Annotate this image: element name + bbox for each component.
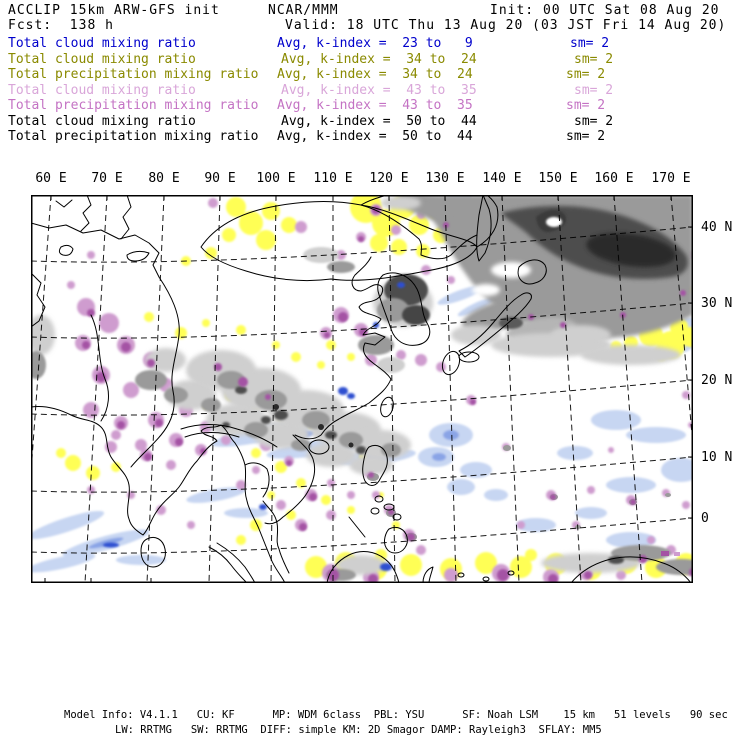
lon-tick-label: 160 E: [594, 171, 634, 186]
lon-tick-label: 90 E: [204, 171, 236, 186]
legend-row-label: Total cloud mixing ratio: [8, 114, 196, 129]
lon-tick-label: 100 E: [256, 171, 296, 186]
legend-row-stat: Avg, k-index = 43 to 35: [281, 83, 477, 98]
legend-row-sm: sm= 2: [570, 36, 610, 51]
lon-tick-label: 130 E: [425, 171, 465, 186]
valid-time-label: Valid: 18 UTC Thu 13 Aug 20 (03 JST Fri 14 Aug 20): [285, 18, 727, 33]
legend-row-sm: sm= 2: [566, 67, 606, 82]
legend-row-sm: sm= 2: [574, 83, 614, 98]
legend-row-label: Total cloud mixing ratio: [8, 36, 196, 51]
lon-tick-label: 150 E: [538, 171, 578, 186]
legend-row-sm: sm= 2: [574, 52, 614, 67]
lon-tick-label: 60 E: [35, 171, 67, 186]
lat-tick-label: 40 N: [701, 220, 733, 235]
lon-tick-label: 140 E: [482, 171, 522, 186]
legend-row-stat: Avg, k-index = 23 to 9: [277, 36, 473, 51]
lon-tick-label: 170 E: [651, 171, 691, 186]
org-label: NCAR/MMM: [268, 3, 339, 18]
lon-tick-label: 70 E: [91, 171, 123, 186]
legend-row-stat: Avg, k-index = 34 to 24: [277, 67, 473, 82]
legend-row-label: Total precipitation mixing ratio: [8, 129, 259, 144]
model-info-line2: LW: RRTMG SW: RRTMG DIFF: simple KM: 2D Smagor DAMP: Rayleigh3 SFLAY: MM5: [115, 724, 602, 736]
model-info-line1: Model Info: V4.1.1 CU: KF MP: WDM 6class PBL: YSU SF: Noah LSM 15 km 51 levels 90 sec: [64, 709, 728, 721]
legend-row-stat: Avg, k-index = 43 to 35: [277, 98, 473, 113]
lon-tick-label: 120 E: [369, 171, 409, 186]
lat-tick-label: 20 N: [701, 373, 733, 388]
page-title: ACCLIP 15km ARW-GFS init: [8, 3, 220, 18]
legend-row-label: Total cloud mixing ratio: [8, 83, 196, 98]
lat-tick-label: 10 N: [701, 450, 733, 465]
lon-tick-label: 80 E: [148, 171, 180, 186]
legend-row-label: Total precipitation mixing ratio: [8, 67, 259, 82]
forecast-hour-label: Fcst: 138 h: [8, 18, 114, 33]
init-time-label: Init: 00 UTC Sat 08 Aug 20: [490, 3, 720, 18]
lat-tick-label: 0: [701, 511, 709, 526]
legend-row-label: Total cloud mixing ratio: [8, 52, 196, 67]
legend-row-label: Total precipitation mixing ratio: [8, 98, 259, 113]
weather-map: [31, 195, 693, 583]
legend-row-sm: sm= 2: [566, 129, 606, 144]
legend-row-stat: Avg, k-index = 34 to 24: [281, 52, 477, 67]
lat-tick-label: 30 N: [701, 296, 733, 311]
legend-row-sm: sm= 2: [574, 114, 614, 129]
legend-row-stat: Avg, k-index = 50 to 44: [281, 114, 477, 129]
legend-row-sm: sm= 2: [566, 98, 606, 113]
lon-tick-label: 110 E: [313, 171, 353, 186]
legend-row-stat: Avg, k-index = 50 to 44: [277, 129, 473, 144]
